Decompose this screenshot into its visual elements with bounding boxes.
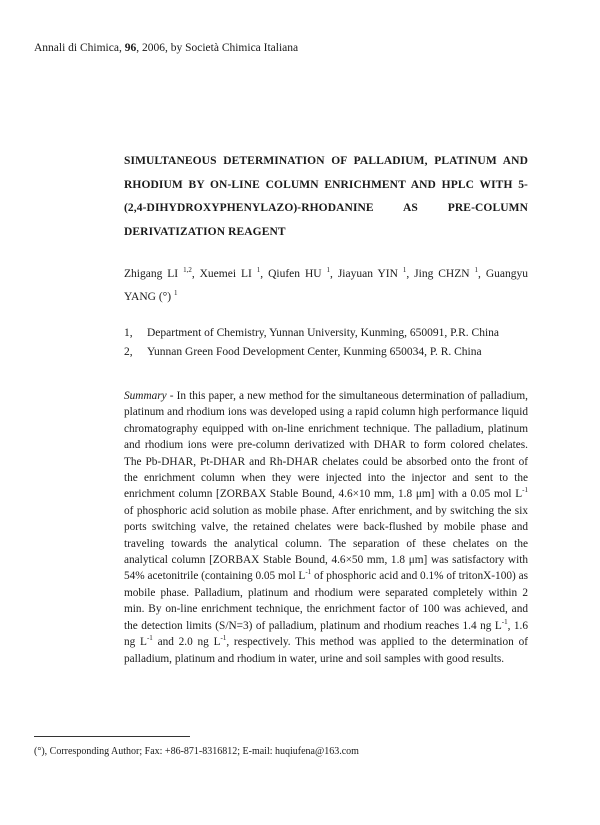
summary-text: - In this paper, a new method for the simultaneous determination of palladium, platinum and rhodium ions was developed using a rapid column high performance liquid chromatography equipped with on-line enrichment technique. The palladium, platinum and rhodium ions were pre-column derivatized with DHAR to form colored chelates. The Pb-DHAR, Pt-DHAR and Rh-DHAR chelates could be absorbed onto the front of the enrichment column when they were injected into the injector and sent to the enrichment column [ZORBAX Stable Bound, 4.6×10 mm, 1.8 μm] with a 0.05 mol L [124, 390, 528, 501]
unit-exponent: -1 [220, 634, 227, 643]
affiliation-text: Department of Chemistry, Yunnan University, Kunming, 650091, P.R. China [147, 327, 499, 339]
journal-header [34, 42, 298, 54]
author-name: Jing CHZN [414, 267, 470, 280]
unit-exponent: -1 [501, 617, 508, 626]
summary-text: of phosphoric acid solution as mobile phase. After enrichment, and by switching the six ports switching valve, the retained chelates were back-flushed by mobile phase and traveling towards the analytical column. The separation of these chelates on the analytical column [ZORBAX Stable Bound, 4.6×50 mm, 1.8 μm] was satisfactory with 54% acetonitrile (containing 0.05 mol L [124, 504, 528, 583]
summary-abstract [124, 388, 528, 667]
summary-label: Summary [124, 390, 167, 402]
author-name: Qiufen HU [268, 267, 322, 280]
summary-text: , 1.6 ng L [124, 619, 528, 649]
footnote-divider [34, 736, 190, 737]
journal-year-publisher: , 2006, by Società Chimica Italiana [136, 42, 299, 54]
unit-exponent: -1 [522, 486, 528, 495]
author-name: Xuemei LI [199, 267, 252, 280]
author-affiliation-mark: 1 [173, 289, 178, 298]
author-affiliation-mark: 1,2 [183, 266, 192, 274]
author-name: Jiayuan YIN [337, 267, 398, 280]
unit-exponent: -1 [146, 634, 153, 643]
affiliation-number: 1, [124, 327, 133, 339]
author-affiliation-mark: 1 [256, 266, 261, 274]
author-name: Guangyu YANG (°) [124, 267, 528, 304]
affiliation-text: Yunnan Green Food Development Center, Kunming 650034, P. R. China [147, 346, 482, 358]
affiliation-item [124, 324, 544, 343]
author-affiliation-mark: 1 [474, 266, 479, 274]
author-affiliation-mark: 1 [402, 266, 407, 274]
author-list: Zhigang LI $^{1,2}$, Xuemei LI $^1$, Qiufen HU $^1$, Jiayuan YIN $^1$, Jing CHZN $^1$, Guangyu YANG (°) $^1$ [124, 266, 528, 304]
unit-exponent: -1 [305, 568, 312, 577]
affiliation-number: 2, [124, 346, 133, 358]
author-affiliation-mark: 1 [326, 266, 330, 274]
affiliation-list [124, 324, 544, 362]
corresponding-author-footnote: (°), Corresponding Author; Fax: +86-871-8316812; E-mail: huqiufena@163.com [34, 746, 359, 757]
paper-title: SIMULTANEOUS DETERMINATION OF PALLADIUM, PLATINUM AND RHODIUM BY ON-LINE COLUMN ENRICHMENT AND HPLC WITH 5-(2,4-DIHYDROXYPHENYLAZO)-RHODANINE AS PRE-COLUMN DERIVATIZATION REAGENT [124, 155, 528, 238]
author-name: Zhigang LI [124, 267, 179, 280]
journal-volume: 96 [124, 42, 137, 54]
summary-text: and 2.0 ng L [152, 636, 221, 649]
summary-text: of phosphoric acid and 0.1% of tritonX-100) as mobile phase. Palladium, platinum and rhodium were separated completely within 2 min. By on-line enrichment technique, the enrichment factor of 100 was achieved, and the detection limits (S/N=3) of palladium, platinum and rhodium reaches 1.4 ng L [124, 570, 528, 632]
summary-text: , respectively. This method was applied to the determination of palladium, platinum and rhodium in water, urine and soil samples with good results. [124, 636, 529, 665]
affiliation-item [124, 343, 544, 362]
journal-name: Annali di Chimica, [34, 42, 125, 54]
